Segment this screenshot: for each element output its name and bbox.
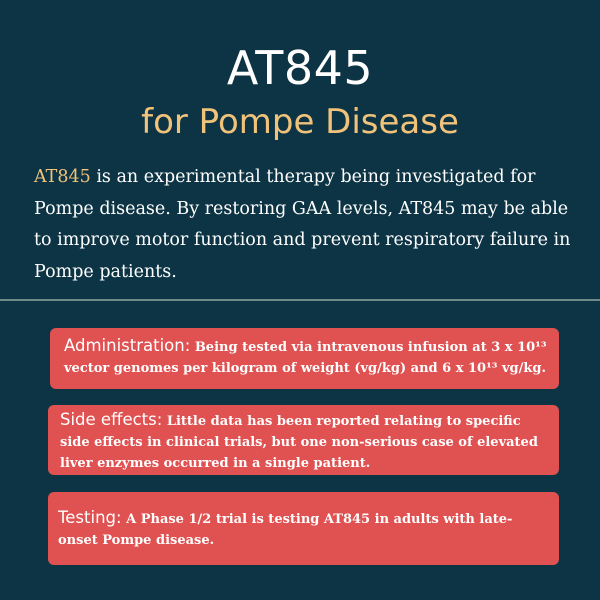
testing-card xyxy=(48,492,559,565)
side-effects-text: Little data has been reported relating to specific side effects in clinical trials, but one non-serious case of elevated liver enzymes occurred in a single patient. xyxy=(60,414,538,471)
page-subtitle: for Pompe Disease xyxy=(141,102,459,142)
side-effects-label: Side effects: xyxy=(60,410,163,429)
intro-highlight: AT845 xyxy=(34,167,91,187)
administration-card xyxy=(50,328,559,389)
intro-text: is an experimental therapy being investigated for Pompe disease. By restoring GAA levels, AT845 may be able to improve motor function and prevent respiratory failure in Pompe patients. xyxy=(34,167,571,282)
administration-label: Administration: xyxy=(64,336,191,355)
testing-label: Testing: xyxy=(58,508,122,527)
intro-paragraph xyxy=(34,162,582,288)
administration-text: Being tested via intravenous infusion at 3 x 10¹³ vector genomes per kilogram of weight (vg/kg) and 6 x 10¹³ vg/kg. xyxy=(64,340,547,376)
testing-text: A Phase 1/2 trial is testing AT845 in adults with late-onset Pompe disease. xyxy=(58,512,513,548)
page-title: AT845 xyxy=(226,41,374,95)
side-effects-card xyxy=(48,405,559,475)
section-divider xyxy=(0,299,600,301)
